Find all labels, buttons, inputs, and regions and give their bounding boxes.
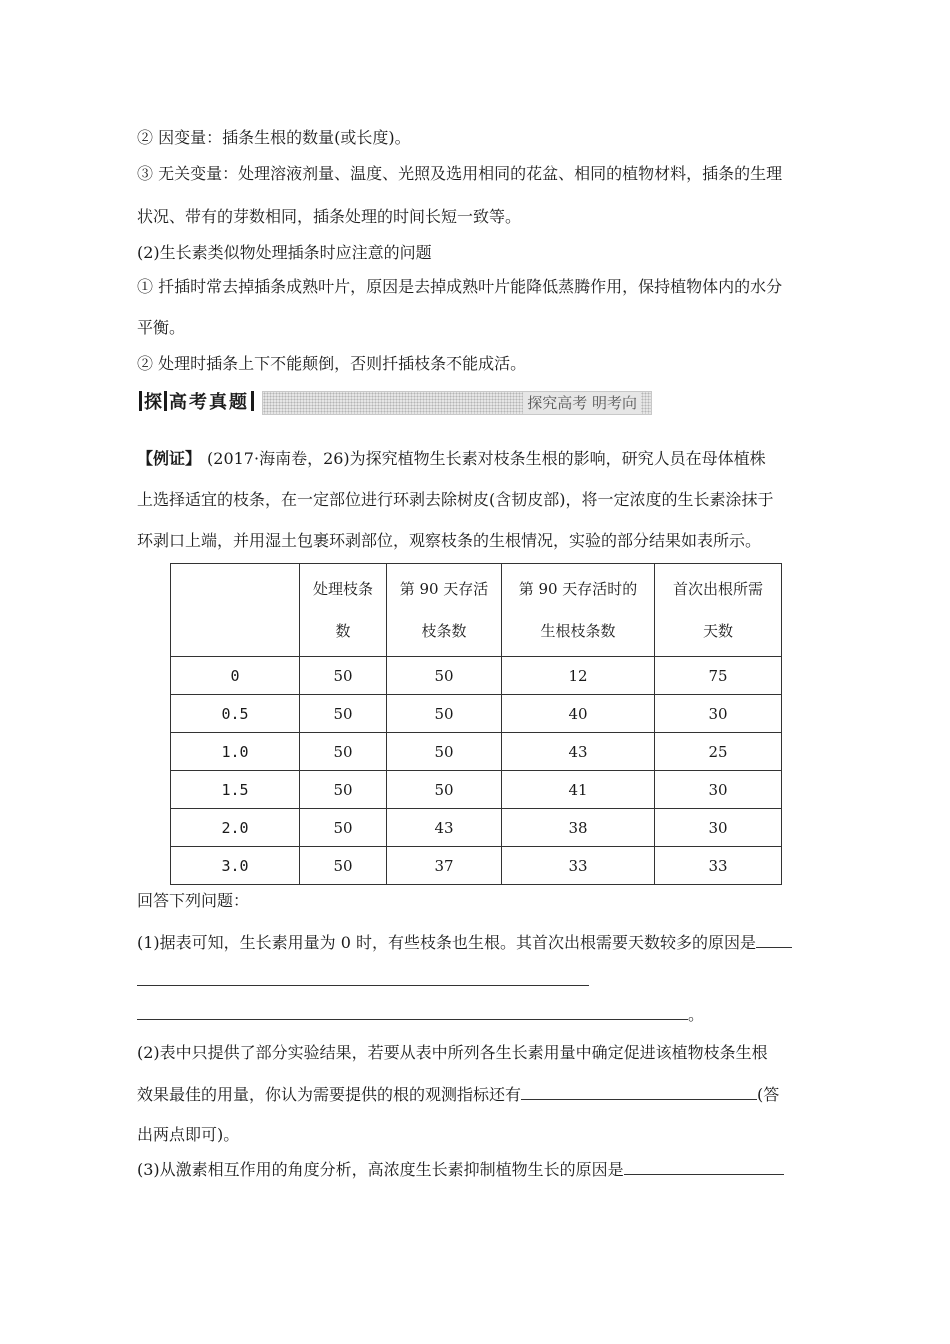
question-1 [137, 932, 792, 953]
table-cell: 33 [655, 847, 782, 885]
table-cell: 40 [502, 695, 655, 733]
question-3-text: (3)从激素相互作用的角度分析，高浓度生长素抑制植物生长的原因是 [137, 1160, 624, 1179]
question-3 [137, 1159, 784, 1180]
table-cell: 30 [655, 695, 782, 733]
results-table [170, 563, 782, 885]
table-row [171, 809, 782, 847]
table-cell: 50 [300, 771, 387, 809]
table-cell: 1.0 [171, 733, 300, 771]
questions-intro: 回答下列问题： [137, 891, 250, 910]
table-cell: 50 [300, 733, 387, 771]
text-line-irrelevant-variable-cont: 状况、带有的芽数相同，插条处理的时间长短一致等。 [137, 207, 522, 226]
table-header-cell [171, 564, 300, 657]
banner-char: 探 [144, 392, 162, 413]
table-cell: 50 [387, 657, 502, 695]
answer-blank[interactable] [756, 932, 792, 948]
table-cell: 43 [387, 809, 502, 847]
table-cell: 38 [502, 809, 655, 847]
table-cell: 50 [300, 695, 387, 733]
text-line-dependent-variable: ② 因变量：插条生根的数量(或长度)。 [137, 128, 411, 147]
section-banner [137, 390, 637, 416]
example-para-line-1 [137, 449, 766, 469]
banner-subtitle: 探究高考 明考向 [523, 392, 641, 414]
answer-blank[interactable] [521, 1084, 757, 1100]
question-1-text: (1)据表可知，生长素用量为 0 时，有些枝条也生根。其首次出根需要天数较多的原因是 [137, 933, 757, 952]
answer-blank[interactable] [137, 1004, 688, 1020]
table-cell: 50 [300, 657, 387, 695]
table-row [171, 847, 782, 885]
table-cell: 50 [387, 733, 502, 771]
table-header-cell: 第 90 天存活 枝条数 [387, 564, 502, 657]
table-cell: 50 [387, 771, 502, 809]
text-line-subheading: (2)生长素类似物处理插条时应注意的问题 [137, 243, 432, 262]
table-row [171, 657, 782, 695]
example-para-line-3: 环剥口上端，并用湿土包裹环剥部位，观察枝条的生根情况，实验的部分结果如表所示。 [137, 531, 762, 550]
question-1-end: 。 [688, 1005, 705, 1024]
table-cell: 12 [502, 657, 655, 695]
example-para-line-2: 上选择适宜的枝条，在一定部位进行环剥去除树皮(含韧皮部)，将一定浓度的生长素涂抹于 [137, 490, 774, 509]
table-cell: 2.0 [171, 809, 300, 847]
table-cell: 30 [655, 809, 782, 847]
table-cell: 37 [387, 847, 502, 885]
banner-bar [251, 391, 254, 411]
answer-blank[interactable] [624, 1159, 784, 1175]
table-cell: 75 [655, 657, 782, 695]
table-row [171, 771, 782, 809]
banner-bar [164, 391, 167, 411]
question-1-blank-line [137, 1004, 704, 1025]
question-2-text: 效果最佳的用量，你认为需要提供的根的观测指标还有 [137, 1085, 522, 1104]
table-header-cell: 第 90 天存活时的 生根枝条数 [502, 564, 655, 657]
banner-dotted-box [262, 391, 652, 415]
text-line-irrelevant-variable: ③ 无关变量：处理溶液剂量、温度、光照及选用相同的花盆、相同的植物材料，插条的生理 [137, 164, 783, 183]
table-cell: 30 [655, 771, 782, 809]
table-header-row [171, 564, 782, 657]
banner-title [137, 390, 256, 416]
table-cell: 50 [387, 695, 502, 733]
table-cell: 0 [171, 657, 300, 695]
text-line-note-2: ② 处理时插条上下不能颠倒，否则扦插枝条不能成活。 [137, 354, 527, 373]
table-cell: 0.5 [171, 695, 300, 733]
question-2-answer-hint: (答 [757, 1085, 780, 1104]
table-cell: 1.5 [171, 771, 300, 809]
table-header-cell: 处理枝条 数 [300, 564, 387, 657]
banner-heading: 高考真题 [169, 392, 249, 413]
question-2-line-1: (2)表中只提供了部分实验结果，若要从表中所列各生长素用量中确定促进该植物枝条生根 [137, 1043, 768, 1062]
table-row [171, 733, 782, 771]
banner-bar [139, 391, 142, 411]
answer-blank[interactable] [137, 985, 589, 986]
text-line-note-1: ① 扦插时常去掉插条成熟叶片，原因是去掉成熟叶片能降低蒸腾作用，保持植物体内的水分 [137, 277, 783, 296]
table-cell: 33 [502, 847, 655, 885]
table-cell: 3.0 [171, 847, 300, 885]
example-label: 【例证】 [137, 449, 202, 468]
table-header-cell: 首次出根所需 天数 [655, 564, 782, 657]
question-2-line-3: 出两点即可)。 [137, 1125, 240, 1144]
example-text-1: (2017·海南卷，26)为探究植物生长素对枝条生根的影响，研究人员在母体植株 [207, 449, 766, 468]
table-cell: 41 [502, 771, 655, 809]
table-row [171, 695, 782, 733]
table-cell: 50 [300, 847, 387, 885]
table-cell: 50 [300, 809, 387, 847]
table-cell: 43 [502, 733, 655, 771]
question-2-line-2 [137, 1084, 779, 1105]
table-cell: 25 [655, 733, 782, 771]
text-line-note-1-cont: 平衡。 [137, 318, 186, 337]
